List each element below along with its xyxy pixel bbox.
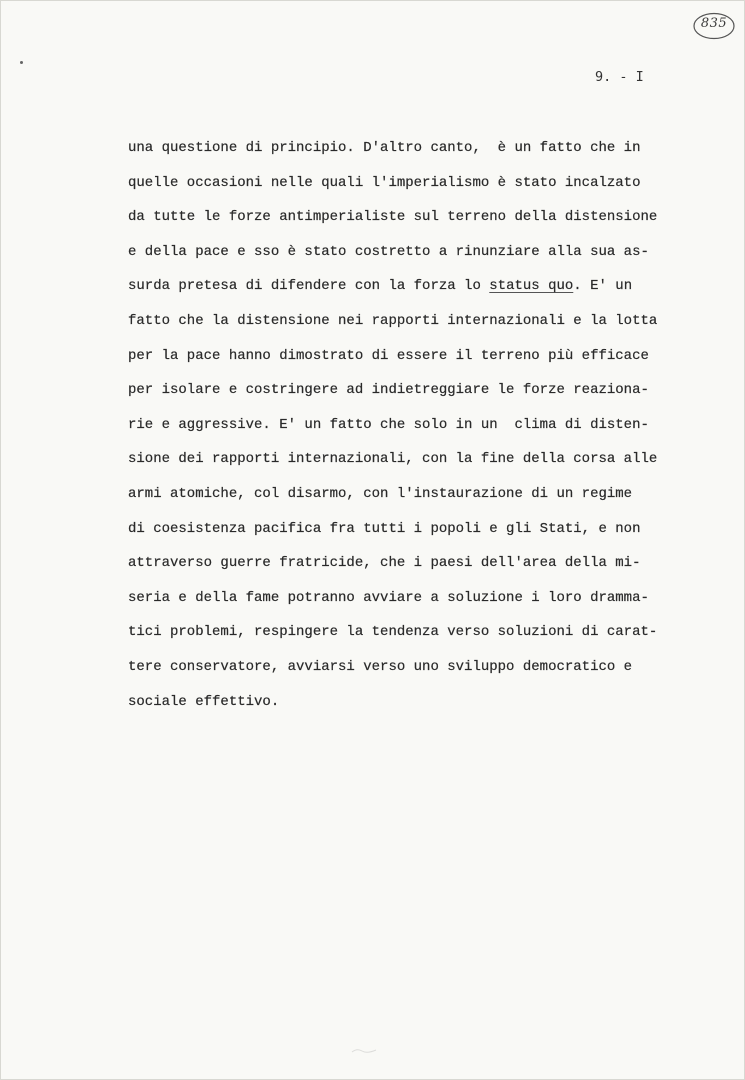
text-line: sione dei rapporti internazionali, con la fine della corsa alle: [128, 451, 658, 468]
text-line: fatto che la distensione nei rapporti internazionali e la lotta: [128, 312, 658, 329]
text-line: di coesistenza pacifica fra tutti i popoli e gli Stati, e non: [128, 520, 641, 537]
text-line: rie e aggressive. E' un fatto che solo in un clima di disten-: [128, 416, 649, 433]
archive-stamp: [692, 11, 736, 41]
paper-smudge: [351, 1047, 377, 1055]
text-line: seria e della fame potranno avviare a soluzione i loro dramma-: [128, 589, 649, 606]
text-line: per la pace hanno dimostrato di essere il terreno più efficace: [128, 347, 649, 364]
text-segment: . E' un: [573, 278, 633, 295]
text-line: per isolare e costringere ad indietreggiare le forze reaziona-: [128, 382, 649, 399]
text-line: e della pace e sso è stato costretto a rinunziare alla sua as-: [128, 243, 649, 260]
text-line: tici problemi, respingere la tendenza verso soluzioni di carat-: [128, 624, 658, 641]
text-line: [128, 275, 708, 310]
text-line: quelle occasioni nelle quali l'imperialismo è stato incalzato: [128, 174, 641, 191]
text-line: tere conservatore, avviarsi verso uno sviluppo democratico e: [128, 658, 633, 675]
text-segment: surda pretesa di difendere con la forza lo: [128, 278, 490, 295]
text-line: attraverso guerre fratricide, che i paesi dell'area della mi-: [128, 555, 641, 572]
archive-stamp-number: 835: [700, 16, 728, 31]
page-number: 9. - I: [595, 69, 644, 85]
underlined-phrase: status quo: [489, 278, 574, 295]
text-line: sociale effettivo.: [128, 693, 280, 710]
text-line: una questione di principio. D'altro canto, è un fatto che in: [128, 140, 641, 156]
body-text: [128, 137, 708, 725]
text-line: armi atomiche, col disarmo, con l'instaurazione di un regime: [128, 485, 633, 502]
speck: [20, 61, 23, 64]
text-line: da tutte le forze antimperialiste sul terreno della distensione: [128, 209, 658, 226]
